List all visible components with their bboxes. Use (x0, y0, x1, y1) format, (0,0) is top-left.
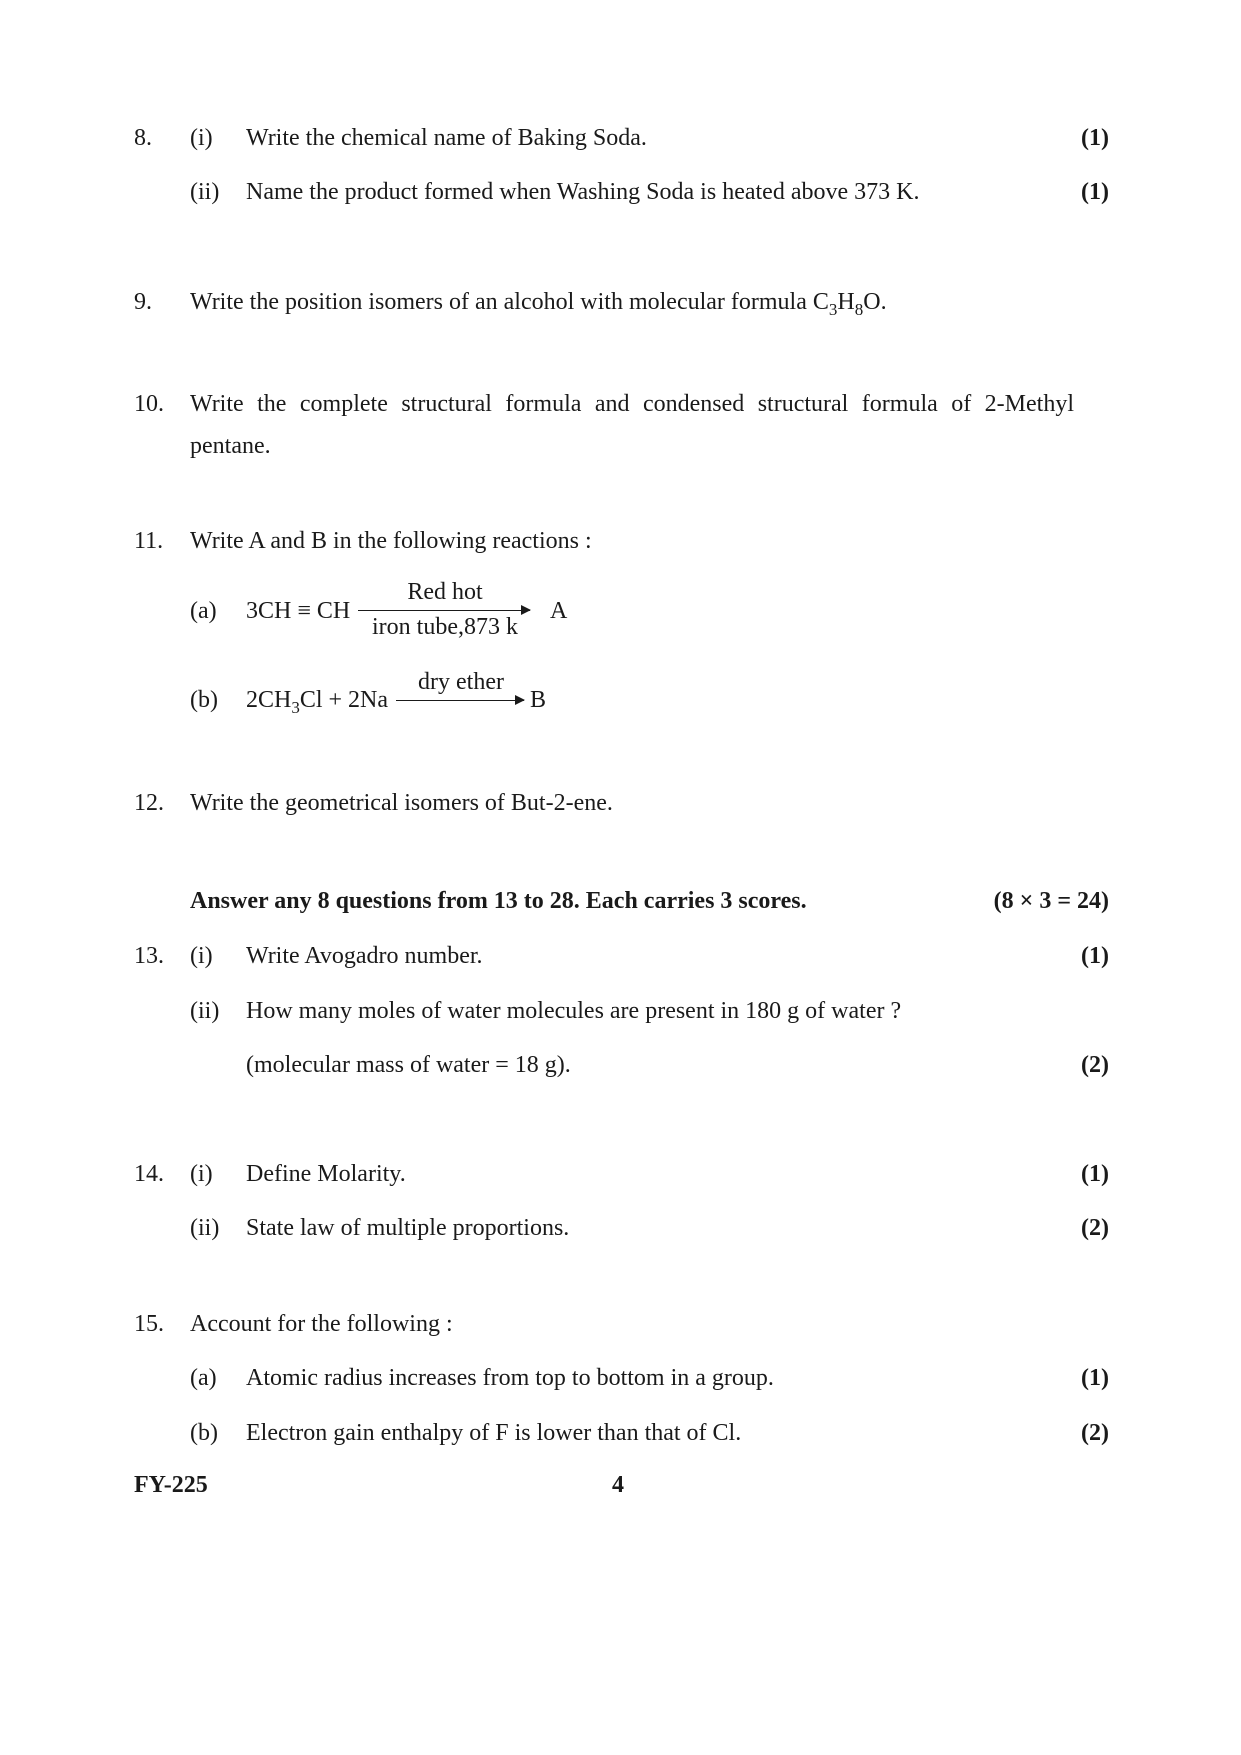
product: B (530, 687, 547, 713)
question-text-continued: (molecular mass of water = 18 g). (246, 1052, 571, 1078)
question-text: Name the product formed when Washing Soda is heated above 373 K. (246, 179, 920, 205)
formula-text: H (837, 289, 855, 315)
question-text: How many moles of water molecules are present in 180 g of water ? (246, 998, 902, 1024)
question-text: Write the complete structural formula and condensed structural formula of 2-Methyl (190, 391, 1074, 417)
marks: (1) (1081, 179, 1109, 205)
question-number: 9. (134, 289, 152, 315)
question-number: 8. (134, 125, 152, 151)
question-number: 15. (134, 1311, 164, 1337)
sub-label: (b) (190, 687, 218, 713)
subscript: 3 (828, 300, 838, 319)
question-number: 13. (134, 943, 164, 969)
question-text: Account for the following : (190, 1311, 453, 1337)
reactant: 3CH ≡ CH (246, 598, 351, 624)
question-text: Define Molarity. (246, 1161, 406, 1187)
marks: (1) (1081, 1365, 1109, 1391)
marks: (1) (1081, 1161, 1109, 1187)
question-text: Electron gain enthalpy of F is lower than that of Cl. (246, 1420, 742, 1446)
sub-label: (ii) (190, 998, 220, 1024)
sub-label: (ii) (190, 179, 220, 205)
section-instruction: Answer any 8 questions from 13 to 28. Each carries 3 scores. (190, 888, 807, 914)
marks: (2) (1081, 1052, 1109, 1078)
marks: (1) (1081, 125, 1109, 151)
question-text: Write A and B in the following reactions : (190, 528, 592, 554)
question-number: 10. (134, 391, 164, 417)
question-number: 12. (134, 790, 164, 816)
sub-label: (b) (190, 1420, 218, 1446)
reaction-condition-below: iron tube,873 k (372, 614, 518, 640)
question-text: Atomic radius increases from top to bottom in a group. (246, 1365, 774, 1391)
question-text-continued: pentane. (190, 433, 271, 459)
formula-text: Cl + 2Na (299, 687, 389, 713)
formula-text: 2CH (246, 687, 292, 713)
sub-label: (a) (190, 598, 217, 624)
formula-text: O. (863, 289, 887, 315)
question-text: Write Avogadro number. (246, 943, 483, 969)
marks: (2) (1081, 1215, 1109, 1241)
question-number: 14. (134, 1161, 164, 1187)
subscript: 3 (291, 698, 300, 717)
reaction-condition-above: dry ether (418, 669, 504, 695)
question-text: Write the chemical name of Baking Soda. (246, 125, 647, 151)
sub-label: (a) (190, 1365, 217, 1391)
sub-label: (i) (190, 125, 213, 151)
reaction-condition-above: Red hot (407, 579, 483, 605)
product: A (550, 598, 568, 624)
sub-label: (i) (190, 943, 213, 969)
reaction-arrow (358, 610, 530, 611)
marks: (2) (1081, 1420, 1109, 1446)
page-number: 4 (612, 1472, 624, 1498)
marks: (1) (1081, 943, 1109, 969)
reaction-arrow (396, 700, 524, 701)
question-text: State law of multiple proportions. (246, 1215, 570, 1241)
paper-code: FY-225 (134, 1472, 208, 1498)
subscript: 8 (854, 300, 864, 319)
section-score: (8 × 3 = 24) (993, 888, 1109, 914)
sub-label: (ii) (190, 1215, 220, 1241)
formula-text: Write the position isomers of an alcohol with molecular formula C (190, 289, 829, 315)
question-text (190, 287, 887, 317)
question-number: 11. (134, 528, 164, 554)
question-text: Write the geometrical isomers of But-2-ene. (190, 790, 613, 816)
sub-label: (i) (190, 1161, 213, 1187)
reactant (246, 685, 388, 715)
